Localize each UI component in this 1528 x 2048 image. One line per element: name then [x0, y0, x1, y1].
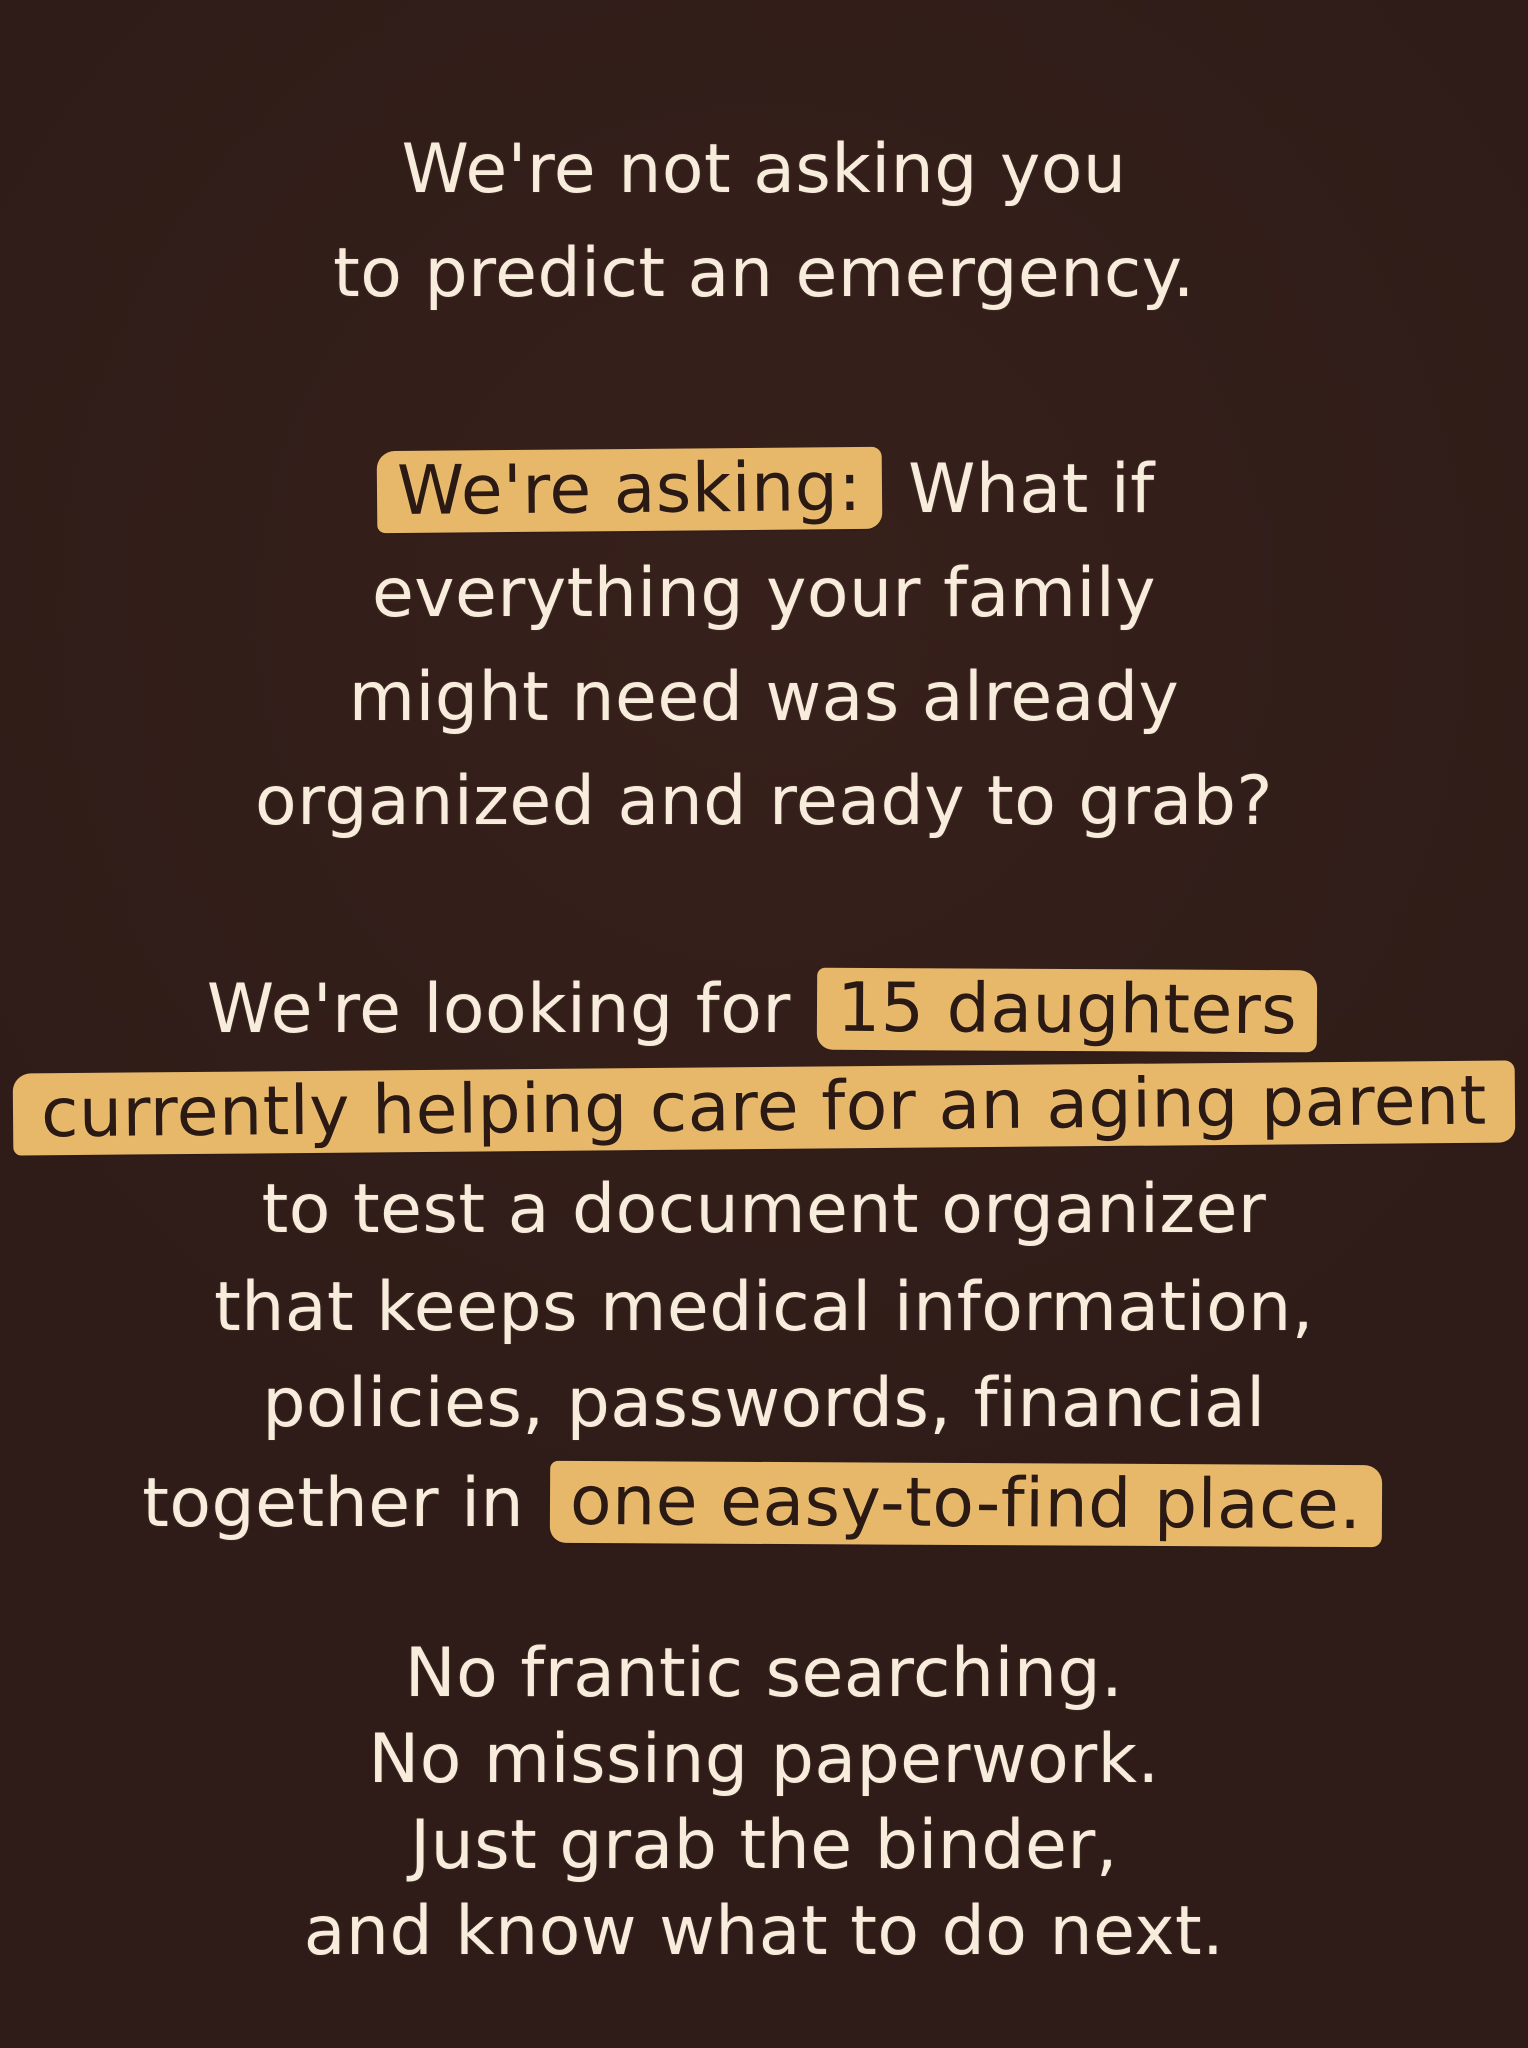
- closing-line-3: [0, 1804, 1528, 1888]
- recruitment-line-6-prefix: together in: [142, 1464, 525, 1543]
- question-line-1-rest: What if: [908, 450, 1155, 529]
- aging-parent-highlight: currently helping care for an aging parent: [13, 1060, 1515, 1155]
- closing-line-3-text: Just grab the binder,: [410, 1806, 1118, 1885]
- recruitment-line-4-text: that keeps medical information,: [214, 1268, 1314, 1347]
- recruitment-line-5-text: policies, passwords, financial: [262, 1364, 1266, 1443]
- closing-line-2-text: No missing paperwork.: [368, 1720, 1160, 1799]
- question-highlight: We're asking:: [377, 447, 882, 533]
- closing-line-1: [0, 1632, 1528, 1716]
- question-line-2: [0, 552, 1528, 636]
- recruitment-line-3: [0, 1168, 1528, 1252]
- question-line-3-text: might need was already: [348, 658, 1180, 737]
- recruitment-line-2: [0, 1061, 1528, 1154]
- closing-line-4: [0, 1890, 1528, 1974]
- closing-line-2: [0, 1718, 1528, 1802]
- question-line-2-text: everything your family: [371, 554, 1157, 633]
- recruitment-line-5: [0, 1362, 1528, 1446]
- intro-line-1: [0, 128, 1528, 212]
- recruitment-line-3-text: to test a document organizer: [261, 1170, 1267, 1249]
- intro-line-1-text: We're not asking you: [401, 130, 1127, 209]
- question-line-1: [0, 448, 1528, 532]
- intro-line-2: [0, 232, 1528, 316]
- daughters-highlight: 15 daughters: [817, 968, 1318, 1053]
- closing-line-1-text: No frantic searching.: [404, 1634, 1124, 1713]
- recruitment-line-4: [0, 1266, 1528, 1350]
- intro-line-2-text: to predict an emergency.: [333, 234, 1195, 313]
- easy-to-find-highlight: one easy-to-find place.: [550, 1461, 1382, 1547]
- recruitment-line-1: [0, 968, 1528, 1052]
- recruitment-line-1-prefix: We're looking for: [206, 970, 791, 1049]
- closing-line-4-text: and know what to do next.: [303, 1892, 1225, 1971]
- recruitment-line-6: [0, 1462, 1528, 1546]
- question-line-4-text: organized and ready to grab?: [255, 762, 1273, 841]
- question-line-3: [0, 656, 1528, 740]
- question-line-4: [0, 760, 1528, 844]
